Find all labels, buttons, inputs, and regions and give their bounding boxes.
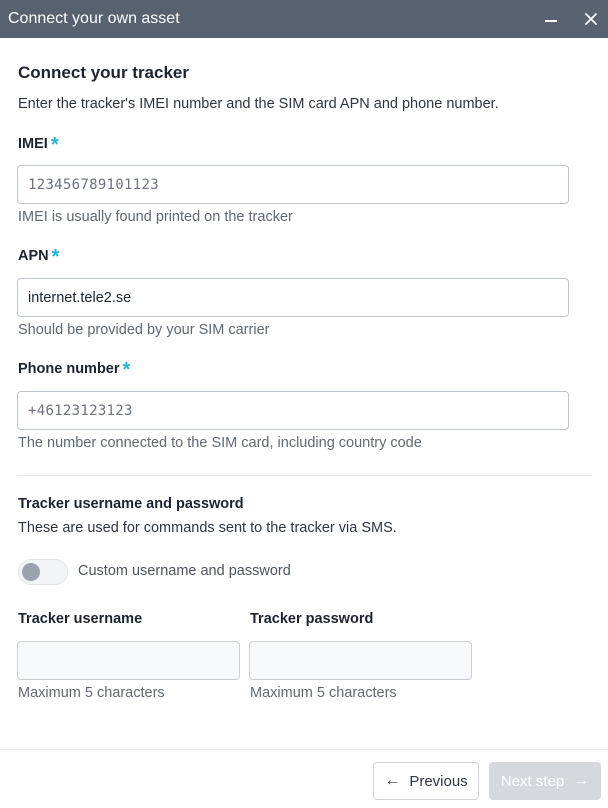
section-description: Enter the tracker's IMEI number and the SIM card APN and phone number.: [18, 96, 499, 112]
credentials-title: Tracker username and password: [18, 496, 244, 512]
required-marker: *: [51, 246, 60, 268]
phone-input[interactable]: [17, 391, 569, 430]
phone-label-text: Phone number: [18, 361, 120, 377]
imei-label: [18, 134, 59, 156]
close-icon: [584, 12, 598, 26]
section-divider: [17, 475, 592, 476]
custom-credentials-label[interactable]: Custom username and password: [78, 563, 291, 579]
window-titlebar: [0, 0, 608, 38]
imei-input[interactable]: [17, 165, 569, 204]
credentials-description: These are used for commands sent to the tracker via SMS.: [18, 520, 397, 536]
username-label: Tracker username: [18, 611, 143, 627]
previous-button[interactable]: [373, 762, 479, 800]
password-help: Maximum 5 characters: [250, 685, 397, 701]
apn-value: internet.tele2.se: [28, 289, 132, 306]
custom-credentials-toggle[interactable]: [18, 559, 68, 585]
dialog-footer: [0, 749, 608, 808]
arrow-right-icon: →: [573, 772, 590, 789]
phone-help: The number connected to the SIM card, including country code: [18, 435, 422, 451]
imei-placeholder: 123456789101123: [28, 176, 159, 193]
phone-label: [18, 359, 131, 381]
apn-label-text: APN: [18, 248, 49, 264]
imei-help: IMEI is usually found printed on the tracker: [18, 209, 293, 225]
toggle-knob: [22, 563, 40, 581]
next-step-label: Next step: [500, 772, 565, 790]
username-input[interactable]: [17, 641, 240, 680]
apn-label: [18, 246, 60, 268]
password-label: Tracker password: [250, 611, 374, 627]
close-button[interactable]: [579, 7, 603, 31]
phone-placeholder: +46123123123: [28, 402, 133, 419]
required-marker: *: [50, 134, 59, 156]
arrow-left-icon: ←: [384, 772, 401, 789]
previous-label: Previous: [409, 772, 468, 790]
apn-help: Should be provided by your SIM carrier: [18, 322, 270, 338]
imei-label-text: IMEI: [18, 136, 48, 152]
next-step-button[interactable]: [489, 762, 601, 800]
minimize-icon: [544, 12, 558, 26]
username-help: Maximum 5 characters: [18, 685, 165, 701]
section-title: Connect your tracker: [18, 63, 189, 82]
required-marker: *: [122, 359, 131, 381]
window-title: Connect your own asset: [8, 10, 180, 27]
apn-input[interactable]: [17, 278, 569, 317]
password-input[interactable]: [249, 641, 472, 680]
minimize-button[interactable]: [539, 7, 563, 31]
